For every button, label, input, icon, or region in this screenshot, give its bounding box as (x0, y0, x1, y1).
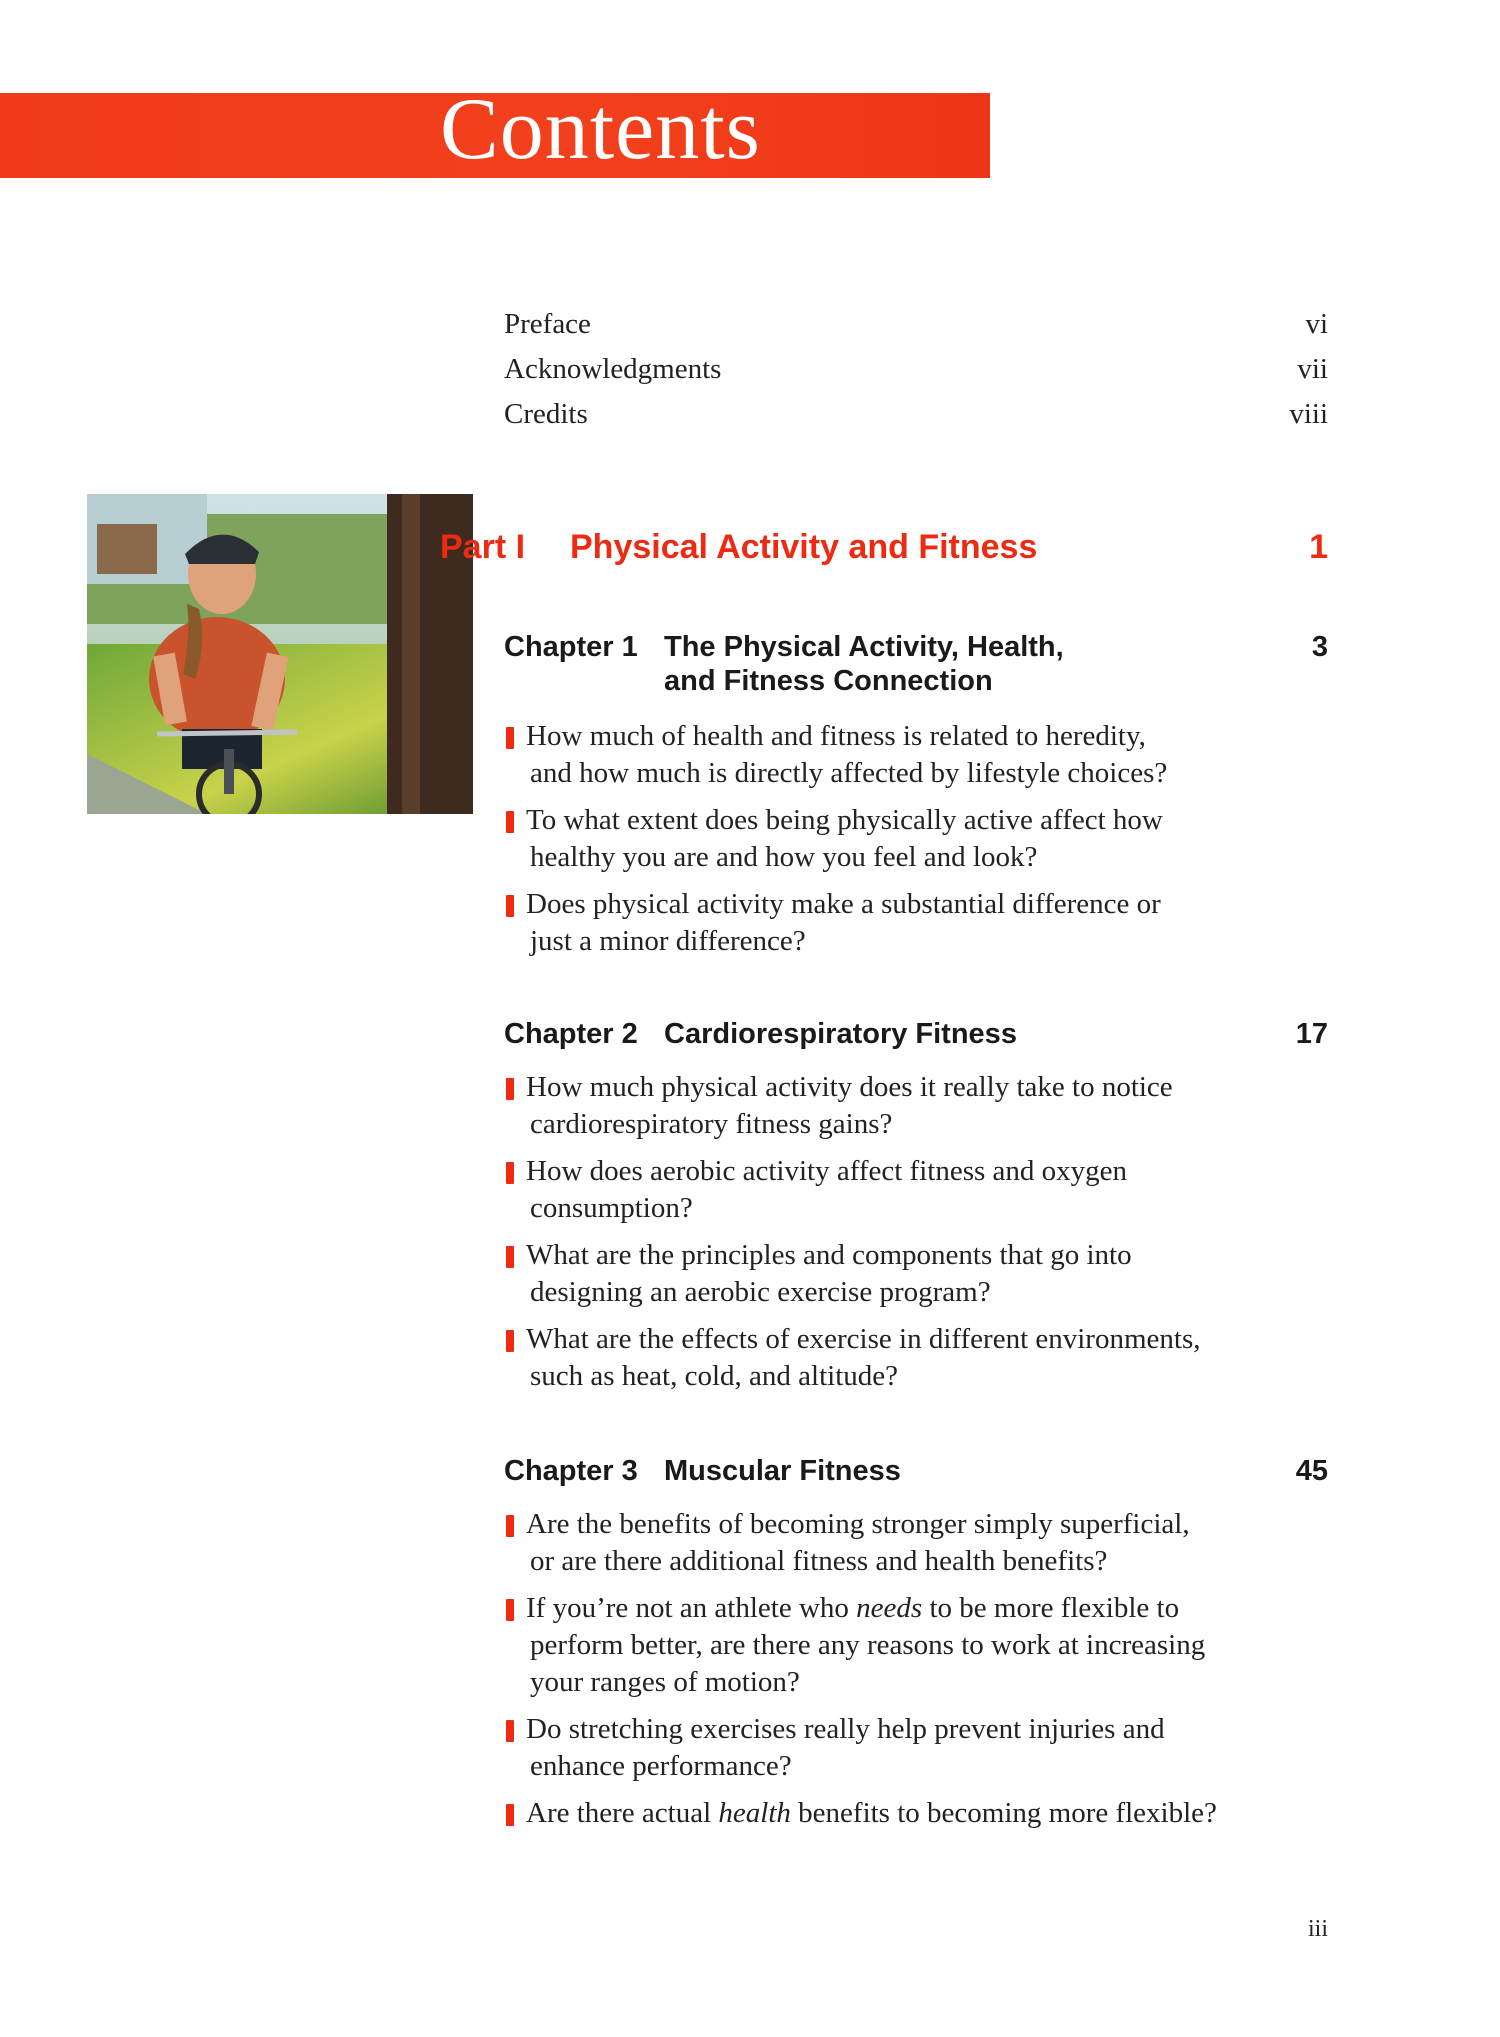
bullet-marker-icon (506, 1078, 514, 1100)
list-item: Does physical activity make a substantial difference or just a minor difference? (504, 886, 1284, 960)
bullet-marker-icon (506, 1599, 514, 1621)
chapter-number: Chapter 1 (504, 631, 638, 663)
chapter-page: 17 (1295, 1018, 1328, 1050)
list-item: If you’re not an athlete who needs to be more flexible to perform better, are there any reasons to work at increasing your ranges of motion? (504, 1590, 1324, 1701)
cyclist-photo (87, 494, 473, 814)
page-number: iii (1307, 1916, 1328, 1942)
cyclist-illustration (87, 494, 473, 814)
list-item: How much physical activity does it really take to notice cardiorespiratory fitness gains? (504, 1069, 1284, 1143)
part-page: 1 (1309, 528, 1328, 566)
list-item: Are there actual health benefits to becoming more flexible? (504, 1795, 1328, 1832)
part-label: Part I (440, 528, 526, 566)
toc-entry-page: vii (1297, 353, 1328, 385)
toc-entry-label: Acknowledgments (504, 353, 722, 385)
chapter-1 (504, 630, 1328, 970)
chapter-heading[interactable] (504, 1017, 1328, 1051)
toc-entry-label: Preface (504, 308, 591, 340)
bullet-marker-icon (506, 1720, 514, 1742)
chapter-number: Chapter 2 (504, 1018, 638, 1050)
list-item: To what extent does being physically active affect how healthy you are and how you feel and look? (504, 802, 1284, 876)
toc-entry-preface[interactable] (504, 302, 1328, 347)
front-matter-list (504, 302, 1328, 437)
bullet-marker-icon (506, 1246, 514, 1268)
toc-entry-page: vi (1305, 308, 1328, 340)
list-item: How much of health and fitness is related to heredity, and how much is directly affected by lifestyle choices? (504, 718, 1284, 792)
chapter-page: 45 (1295, 1455, 1328, 1487)
bullet-marker-icon (506, 1804, 514, 1826)
chapter-heading[interactable] (504, 1454, 1328, 1488)
chapter-questions (504, 1069, 1328, 1395)
chapter-3 (504, 1454, 1328, 1842)
part-title: Physical Activity and Fitness (570, 528, 1038, 566)
part-heading[interactable] (440, 522, 1328, 572)
bullet-marker-icon (506, 811, 514, 833)
chapter-number: Chapter 3 (504, 1455, 638, 1487)
list-item: What are the effects of exercise in different environments, such as heat, cold, and altitude? (504, 1321, 1324, 1395)
chapter-questions (504, 1506, 1328, 1832)
bullet-marker-icon (506, 727, 514, 749)
list-item: Do stretching exercises really help prevent injuries and enhance performance? (504, 1711, 1284, 1785)
list-item: How does aerobic activity affect fitness and oxygen consumption? (504, 1153, 1284, 1227)
list-item: What are the principles and components that go into designing an aerobic exercise program? (504, 1237, 1284, 1311)
toc-entry-credits[interactable] (504, 392, 1328, 437)
chapter-heading[interactable] (504, 630, 1328, 698)
chapter-title: Muscular Fitness (664, 1455, 901, 1487)
bullet-marker-icon (506, 1515, 514, 1537)
chapter-2 (504, 1017, 1328, 1405)
page-title: Contents (440, 81, 761, 178)
toc-entry-page: viii (1289, 398, 1328, 430)
chapter-title: Cardiorespiratory Fitness (664, 1018, 1017, 1050)
bullet-marker-icon (506, 1330, 514, 1352)
toc-entry-acknowledgments[interactable] (504, 347, 1328, 392)
chapter-page: 3 (1311, 631, 1328, 663)
bullet-marker-icon (506, 1162, 514, 1184)
toc-entry-label: Credits (504, 398, 588, 430)
chapter-title: The Physical Activity, Health, and Fitness Connection (664, 631, 1064, 697)
list-item: Are the benefits of becoming stronger simply superficial, or are there additional fitness and health benefits? (504, 1506, 1324, 1580)
chapter-questions (504, 718, 1328, 960)
bullet-marker-icon (506, 895, 514, 917)
